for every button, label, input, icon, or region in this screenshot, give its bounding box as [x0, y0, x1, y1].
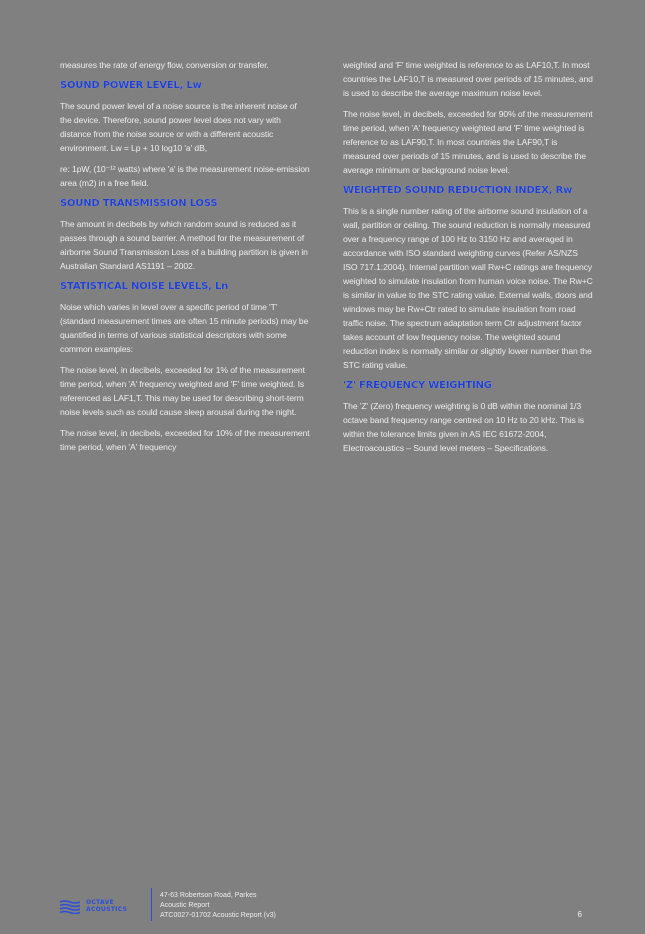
paragraph-statistical-noise-intro: Noise which varies in level over a specific period of time 'T' (standard measurement times are often 15 minute periods) may be quantified in terms of various statistical descriptors with some common examples:: [60, 302, 309, 354]
footer-report-type: Acoustic Report: [160, 902, 210, 909]
paragraph-laf1: The noise level, in decibels, exceeded for 1% of the measurement time period, when 'A' frequency weighted and 'F' time weighted. Is referenced as LAF1,T. This may be used for describing short-term noise levels such as could cause sleep arousal during the night.: [60, 365, 305, 417]
paragraph-laf10-start: The noise level, in decibels, exceeded for 10% of the measurement time period, when 'A' frequency: [60, 428, 310, 452]
footer-divider: [151, 888, 152, 921]
logo-wordmark: [86, 900, 127, 913]
heading-sound-power-level: SOUND POWER LEVEL, Lw: [60, 80, 202, 91]
paragraph-sound-power-level: The sound power level of a noise source is the inherent noise of the device. Therefore, sound power level does not vary with distance from the noise source or with a different acoustic environment. Lw = Lp + 10 log10 'a' dB,: [60, 101, 297, 153]
heading-statistical-noise-levels: STATISTICAL NOISE LEVELS, Ln: [60, 281, 229, 292]
heading-sound-transmission-loss: SOUND TRANSMISSION LOSS: [60, 198, 218, 209]
page-footer: [60, 888, 590, 924]
paragraph-laf90: The noise level, in decibels, exceeded for 90% of the measurement time period, when 'A' frequency weighted and 'F' time weighted is reference to as LAF90,T. In most countries the LAF90,T is measured over periods of 15 minutes, and is used to describe the average minimum or background noise level.: [343, 109, 593, 175]
paragraph-z-frequency-weighting: The 'Z' (Zero) frequency weighting is 0 dB within the nominal 1/3 octave band frequency range centred on 10 Hz to 20 kHz. This is within the tolerance limits given in AS IEC 61672-2004, Electroacoustics – Sound level meters – Specifications.: [343, 401, 584, 453]
page-number: 6: [577, 910, 582, 919]
logo-line-1: OCTAVE: [86, 899, 114, 906]
footer-address: 47-63 Robertson Road, Parkes: [160, 892, 257, 899]
company-logo: [60, 900, 142, 914]
right-column: [343, 58, 593, 462]
paragraph-weighted-sound-reduction-index: This is a single number rating of the airborne sound insulation of a wall, partition or ceiling. The sound reduction is normally measured over a frequency range of 100 Hz to 3150 Hz and averaged in accordance with ISO standard weighting curves (Refer AS/NZS ISO 717.1:2004). Internal partition wall Rw+C ratings are frequency weighted to simulate insulation from human voice noise. The Rw+C is similar in value to the STC rating value. External walls, doors and windows may be Rw+Ctr rated to simulate insulation from road traffic noise. The spectrum adaptation term Ctr adjustment factor takes account of low frequency noise. The weighted sound reduction index is normally similar or slightly lower number than the STC rating value.: [343, 206, 593, 370]
paragraph-sound-power-reference: re: 1pW, (10⁻¹² watts) where 'a' is the measurement noise-emission area (m2) in a free field.: [60, 164, 310, 188]
logo-line-2: ACOUSTICS: [86, 905, 128, 913]
footer-report-id: ATC0027-01702 Acoustic Report (v3): [160, 912, 276, 919]
heading-z-frequency-weighting: 'Z' FREQUENCY WEIGHTING: [343, 380, 492, 391]
paragraph-sound-transmission-loss: The amount in decibels by which random sound is reduced as it passes through a sound barrier. A method for the measurement of airborne Sound Transmission Loss of a building partition is given in Australian Standard AS1191 – 2002.: [60, 219, 308, 271]
paragraph-energy-flow: measures the rate of energy flow, conversion or transfer.: [60, 60, 269, 70]
sound-waves-icon: [60, 900, 80, 914]
left-column: [60, 58, 310, 461]
heading-weighted-sound-reduction-index: WEIGHTED SOUND REDUCTION INDEX, Rw: [343, 185, 573, 196]
footer-meta: [160, 891, 276, 921]
paragraph-laf10-end: weighted and 'F' time weighted is reference to as LAF10,T. In most countries the LAF10,T is measured over periods of 15 minutes, and is used to describe the average maximum noise level.: [343, 60, 593, 98]
